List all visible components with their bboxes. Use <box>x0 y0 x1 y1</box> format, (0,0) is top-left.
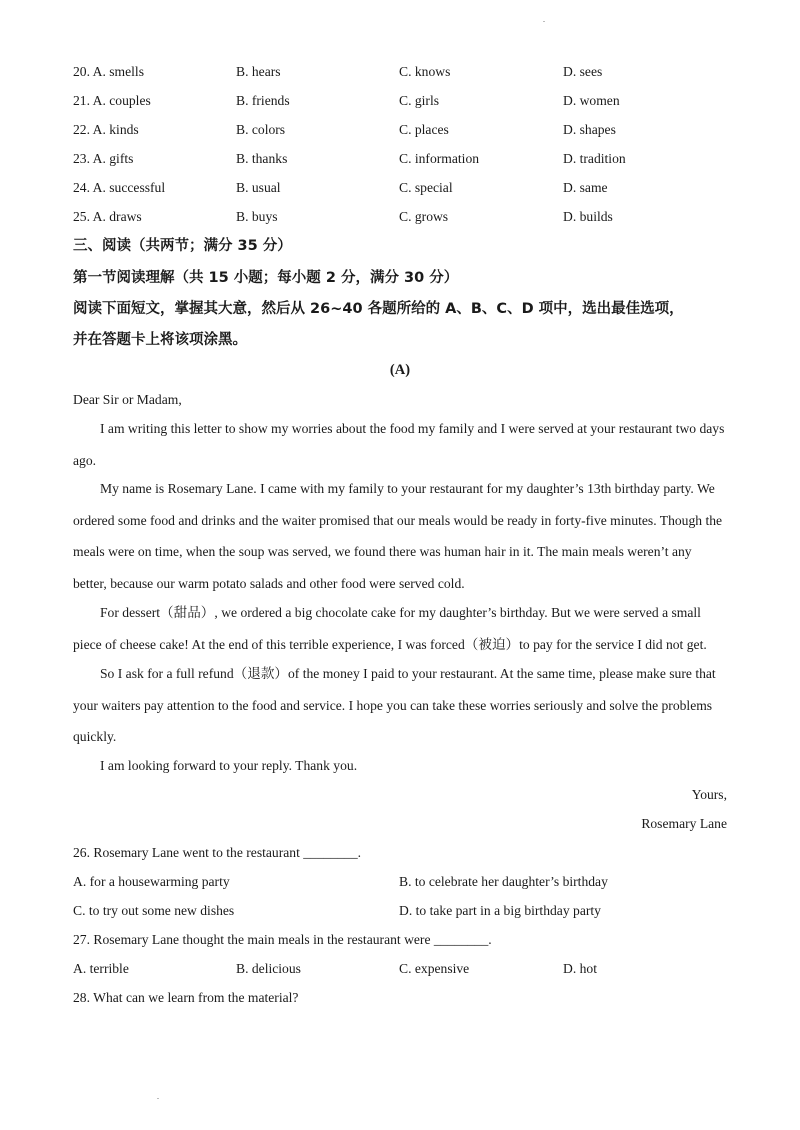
option-c: C. grows <box>399 209 449 224</box>
option-c: C. knows <box>399 64 451 79</box>
option-b: B. delicious <box>236 961 301 976</box>
option-a: 22. A. kinds <box>73 122 139 137</box>
option-b: B. usual <box>236 180 281 195</box>
question-stem: 27. Rosemary Lane thought the main meals in the restaurant were ________. <box>73 932 492 947</box>
question-stem: 26. Rosemary Lane went to the restaurant ________. <box>73 845 362 860</box>
option-a: 25. A. draws <box>73 209 142 224</box>
option-b: B. thanks <box>236 151 288 166</box>
option-c: C. girls <box>399 93 440 108</box>
option-a: 20. A. smells <box>73 64 144 79</box>
option-d: D. sees <box>563 64 603 79</box>
paragraph-text: My name is Rosemary Lane. I came with my family to your restaurant for my daughter’s 13th birthday party. We ordered some food and drinks and the waiter promised that our meals would be ready in forty-five minutes. Though the meals were on time, when the soup was served, we found there was human hair in it. The main meals weren’t any better, because our warm potato salads and other food were served cold. <box>73 481 723 591</box>
cloze-option-row <box>73 151 733 167</box>
option-d: D. hot <box>563 961 597 976</box>
option-d: D. women <box>563 93 620 108</box>
option-c: C. information <box>399 151 480 166</box>
section-instruction-continued: 并在答题卡上将该项涂黑。 <box>73 332 247 348</box>
option-c: C. places <box>399 122 449 137</box>
option-d: D. builds <box>563 209 613 224</box>
cloze-option-row <box>73 64 733 80</box>
paragraph-text: For dessert（甜品）, we ordered a big chocolate cake for my daughter’s birthday. But we were served a small piece of cheese cake! At the end of this terrible experience, I was forced（被迫）to pay for the service I did not get. <box>73 605 707 652</box>
letter-paragraph <box>73 750 728 782</box>
section-subtitle: 第一节阅读理解（共 15 小题；每小题 2 分，满分 30 分） <box>73 270 459 286</box>
paragraph-text: So I ask for a full refund（退款）of the money I paid to your restaurant. At the same time, please make sure that your waiters pay attention to the food and service. I hope you can take these worries seriously and solve the problems quickly. <box>73 666 716 744</box>
cloze-option-row <box>73 209 733 225</box>
letter-paragraph <box>73 413 728 476</box>
option-c: C. expensive <box>399 961 470 976</box>
option-a: 21. A. couples <box>73 93 151 108</box>
option-b: B. hears <box>236 64 281 79</box>
question-options-row <box>73 903 733 919</box>
letter-salutation: Dear Sir or Madam, <box>73 392 182 407</box>
option-d: D. tradition <box>563 151 626 166</box>
letter-signature: Rosemary Lane <box>641 816 727 831</box>
question-stem: 28. What can we learn from the material? <box>73 990 299 1005</box>
scan-mark <box>543 21 545 22</box>
letter-closing: Yours, <box>691 787 727 802</box>
paragraph-text: I am looking forward to your reply. Thank you. <box>100 758 358 773</box>
option-b: B. to celebrate her daughter’s birthday <box>399 874 608 889</box>
scan-mark <box>157 1098 159 1099</box>
cloze-option-row <box>73 180 733 196</box>
letter-paragraph <box>73 597 728 660</box>
option-d: D. shapes <box>563 122 616 137</box>
option-a: A. terrible <box>73 961 129 976</box>
option-a: 23. A. gifts <box>73 151 134 166</box>
option-c: C. to try out some new dishes <box>73 903 235 918</box>
question-options-row <box>73 874 733 890</box>
option-c: C. special <box>399 180 453 195</box>
letter-paragraph <box>73 473 728 599</box>
section-title: 三、阅读（共两节；满分 35 分） <box>73 238 292 254</box>
option-a: 24. A. successful <box>73 180 166 195</box>
section-instruction: 阅读下面短文，掌握其大意，然后从 26~40 各题所给的 A、B、C、D 项中，选出最佳选项， <box>73 301 684 317</box>
option-d: D. same <box>563 180 608 195</box>
cloze-option-row <box>73 93 733 109</box>
option-b: B. colors <box>236 122 286 137</box>
option-a: A. for a housewarming party <box>73 874 230 889</box>
letter-paragraph <box>73 658 728 753</box>
paragraph-text: I am writing this letter to show my worries about the food my family and I were served at your restaurant two days ago. <box>73 421 725 468</box>
cloze-option-row <box>73 122 733 138</box>
question-options-row <box>73 961 733 977</box>
option-d: D. to take part in a big birthday party <box>399 903 601 918</box>
passage-label: (A) <box>389 362 411 378</box>
option-b: B. friends <box>236 93 290 108</box>
option-b: B. buys <box>236 209 278 224</box>
